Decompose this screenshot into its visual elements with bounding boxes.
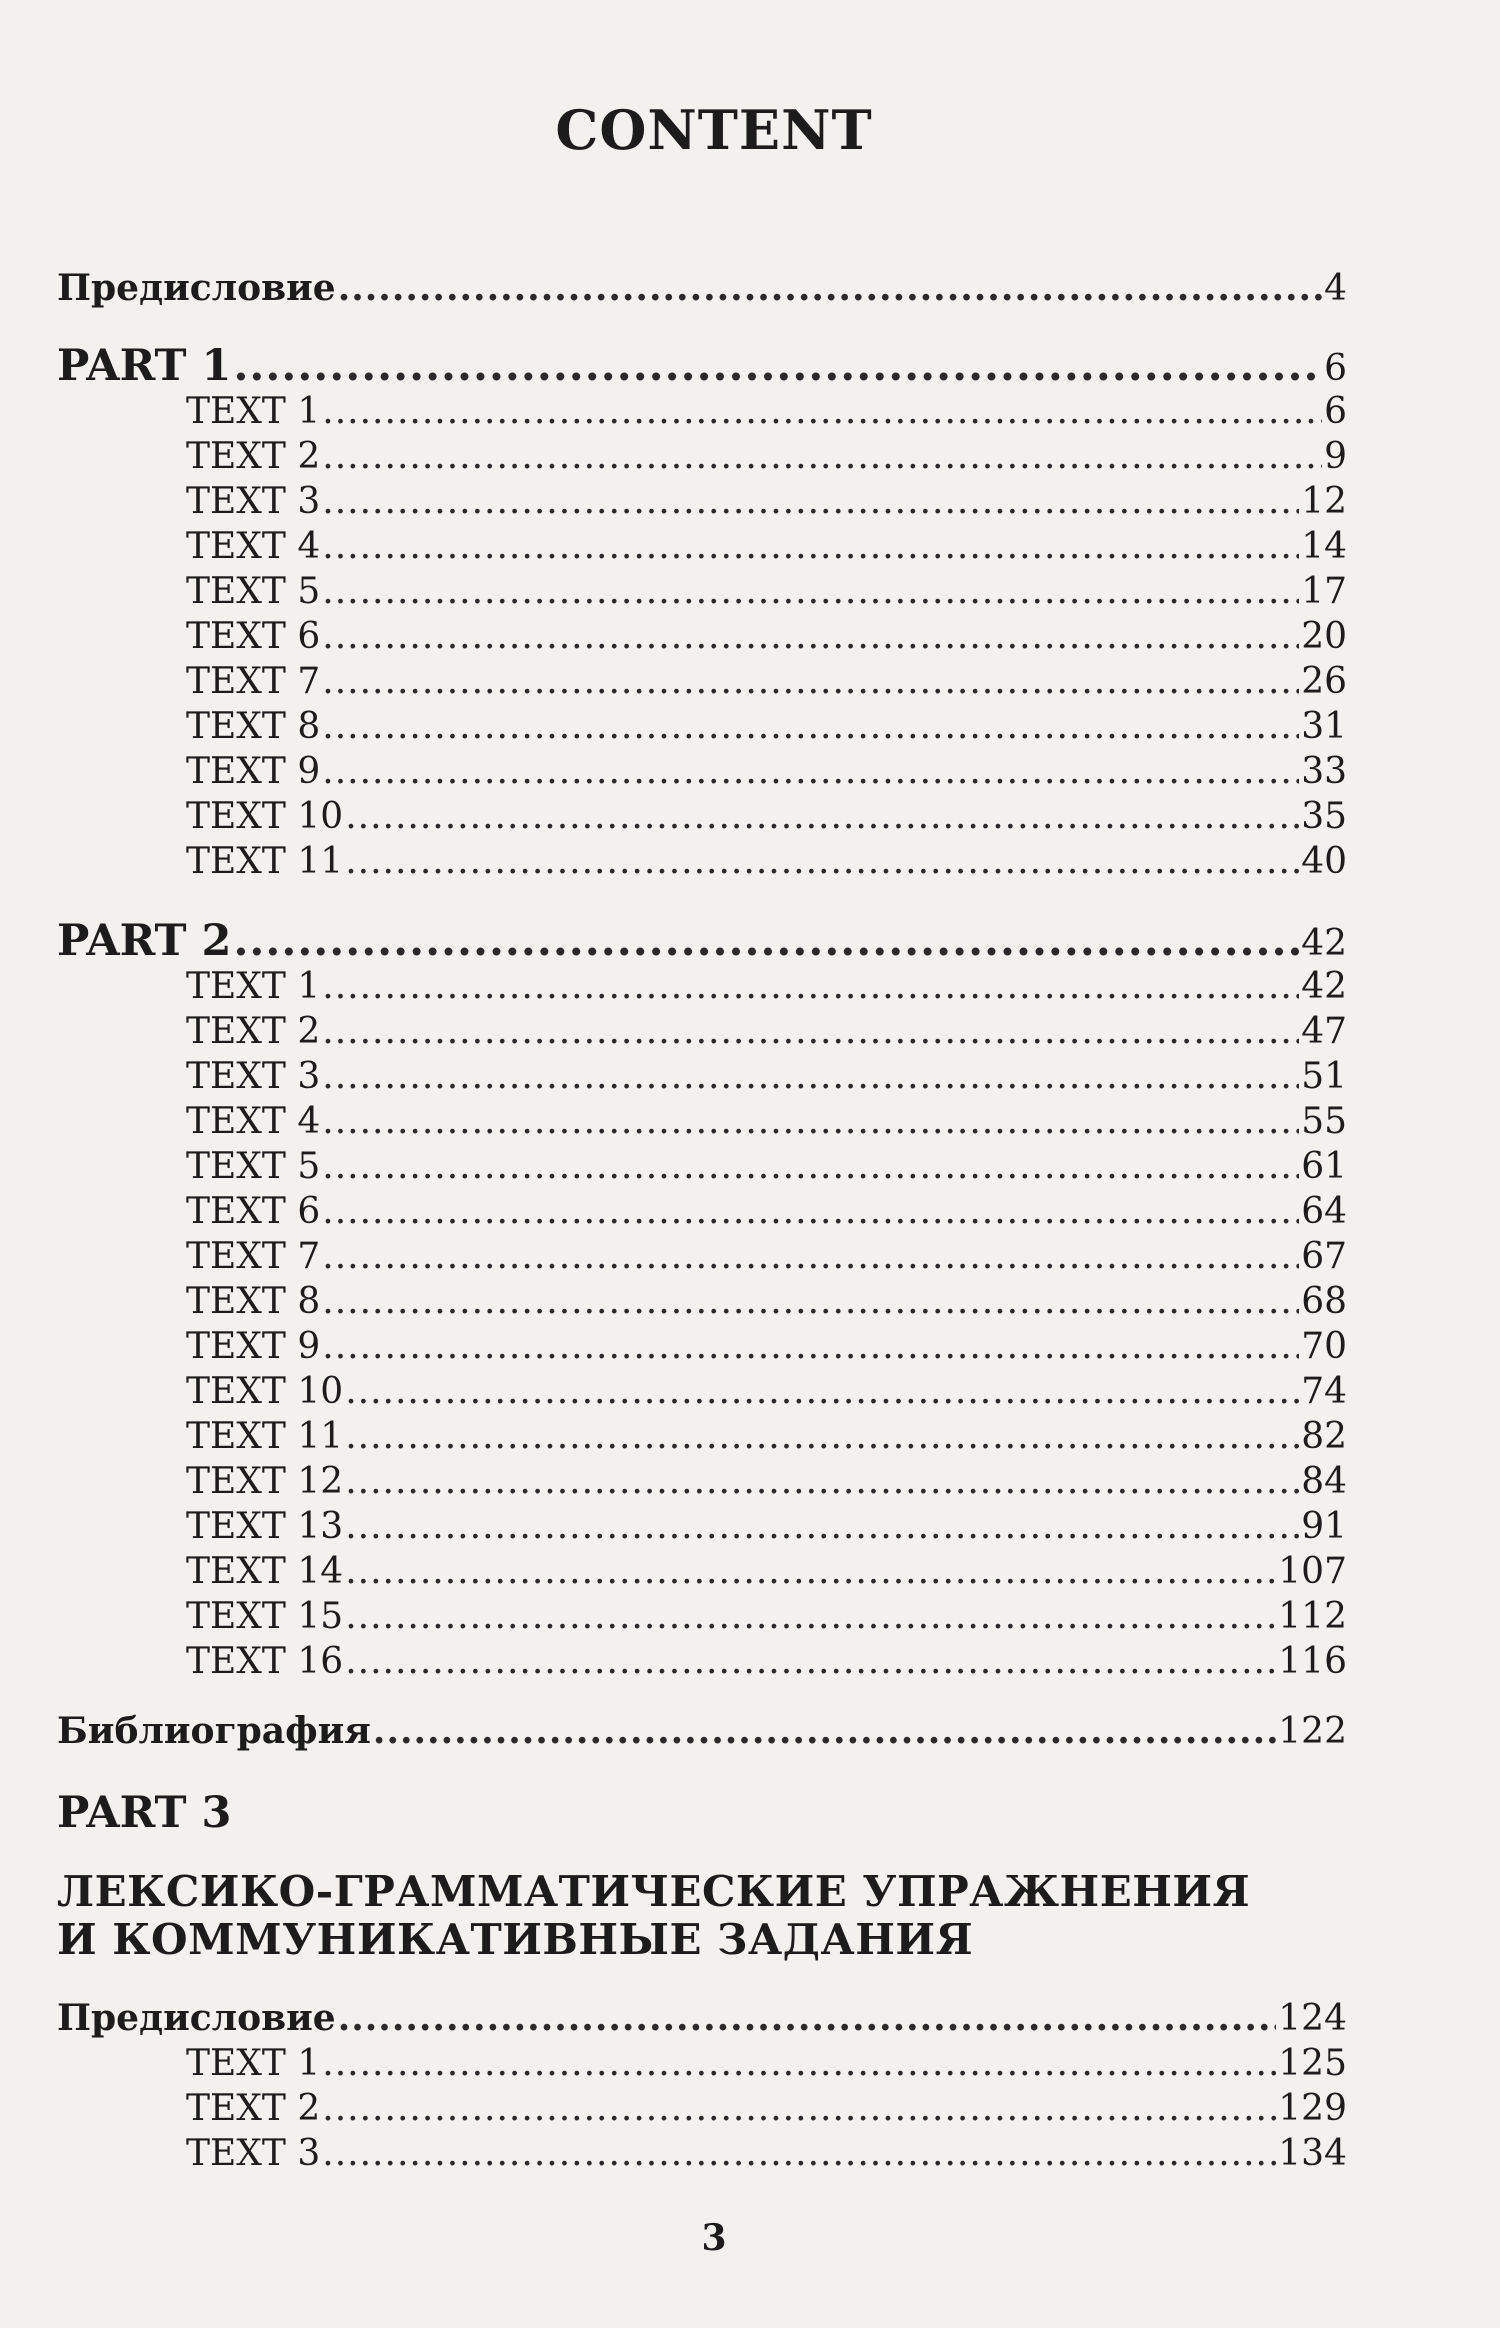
toc-entry [186, 1190, 1347, 1234]
toc-entry [186, 1595, 1347, 1639]
toc-entry-page: 84 [1301, 1461, 1347, 1502]
toc-entry-page: 47 [1301, 1011, 1347, 1052]
toc-entry-label: TEXT 16 [186, 1641, 344, 1682]
toc-entry-label: TEXT 3 [186, 1056, 321, 1097]
toc-entry [186, 1055, 1347, 1099]
toc-entry-page: 40 [1301, 841, 1347, 882]
toc-entry-label: TEXT 13 [186, 1506, 344, 1547]
toc-entry-label: TEXT 9 [186, 1326, 321, 1367]
toc-entry-label: TEXT 7 [186, 1236, 321, 1277]
dot-leader [322, 435, 1322, 479]
toc-entry-page: 26 [1301, 661, 1347, 702]
dot-leader [373, 1709, 1276, 1753]
toc-entry-label: TEXT 2 [186, 436, 321, 477]
dot-leader [322, 2132, 1276, 2176]
toc-entry [186, 2132, 1347, 2176]
toc-entry-page: 68 [1301, 1281, 1347, 1322]
dot-leader [322, 1235, 1299, 1279]
toc-entry-label: TEXT 2 [186, 1011, 321, 1052]
toc-entry-label: Предисловие [57, 267, 336, 309]
toc-entry-page: 82 [1301, 1416, 1347, 1457]
toc-entry-label: TEXT 3 [186, 2133, 321, 2174]
dot-leader [322, 570, 1299, 614]
toc-entry-page: 122 [1278, 1711, 1347, 1752]
toc-entry-page: 91 [1301, 1506, 1347, 1547]
toc-entry [186, 1460, 1347, 1504]
toc-entry-label: TEXT 3 [186, 481, 321, 522]
toc-entry-label: TEXT 7 [186, 661, 321, 702]
toc-entry-page: 42 [1301, 966, 1347, 1007]
toc-entry [186, 750, 1347, 794]
toc-entry [186, 480, 1347, 524]
dot-leader [322, 1190, 1299, 1234]
part3-heading: PART 3 [57, 1788, 232, 1838]
part3-title-line1: ЛЕКСИКО-ГРАММАТИЧЕСКИЕ УПРАЖНЕНИЯ [57, 1867, 1251, 1916]
toc-entry [186, 390, 1347, 434]
toc-entry [186, 1145, 1347, 1189]
dot-leader [322, 390, 1322, 434]
toc-entry-label: TEXT 10 [186, 796, 344, 837]
toc-entry-label: TEXT 2 [186, 2088, 321, 2129]
toc-entry-page: 17 [1301, 571, 1347, 612]
dot-leader [345, 1370, 1299, 1414]
toc-entry [186, 1505, 1347, 1549]
dot-leader [345, 1640, 1276, 1684]
toc-entry-page: 12 [1301, 481, 1347, 522]
toc-entry [186, 2087, 1347, 2131]
toc-entry [186, 1100, 1347, 1144]
toc-entry [186, 1415, 1347, 1459]
toc-entry [186, 705, 1347, 749]
toc-entry-page: 129 [1278, 2088, 1347, 2129]
toc-entry-label: TEXT 10 [186, 1371, 344, 1412]
dot-leader [345, 1415, 1299, 1459]
dot-leader [322, 1145, 1299, 1189]
toc-entry [186, 795, 1347, 839]
toc-entry-page: 125 [1278, 2043, 1347, 2084]
dot-leader [233, 919, 1299, 963]
toc-entry-page: 116 [1278, 1641, 1347, 1682]
dot-leader [345, 1550, 1276, 1594]
toc-entry-label: TEXT 4 [186, 1101, 321, 1142]
dot-leader [322, 660, 1299, 704]
toc-entry-label: TEXT 8 [186, 1281, 321, 1322]
dot-leader [322, 1010, 1299, 1054]
dot-leader [322, 750, 1299, 794]
page-number: 3 [701, 2217, 727, 2259]
toc-entry-label: TEXT 11 [186, 841, 344, 882]
toc-entry-page: 35 [1301, 796, 1347, 837]
toc-entry-page: 9 [1324, 436, 1347, 477]
toc-entry [186, 660, 1347, 704]
toc-entry-label: TEXT 1 [186, 2043, 321, 2084]
toc-entry [57, 1996, 1347, 2041]
dot-leader [322, 965, 1299, 1009]
toc-entry-page: 55 [1301, 1101, 1347, 1142]
toc-entry-label: TEXT 12 [186, 1461, 344, 1502]
toc-entry-page: 14 [1301, 526, 1347, 567]
toc-entry-page: 6 [1324, 391, 1347, 432]
toc-entry-page: 6 [1324, 348, 1347, 389]
toc-entry-page: 31 [1301, 706, 1347, 747]
toc-entry-page: 134 [1278, 2133, 1347, 2174]
toc-entry-label: TEXT 5 [186, 571, 321, 612]
toc-entry-page: 74 [1301, 1371, 1347, 1412]
part3-title-line2: И КОММУНИКАТИВНЫЕ ЗАДАНИЯ [57, 1915, 974, 1964]
dot-leader [338, 266, 1322, 310]
toc-entry-label: TEXT 8 [186, 706, 321, 747]
toc-entry-page: 70 [1301, 1326, 1347, 1367]
toc-entry-label: TEXT 14 [186, 1551, 344, 1592]
toc-entry [57, 916, 1347, 966]
toc-entry-label: TEXT 15 [186, 1596, 344, 1637]
toc-entry [57, 266, 1347, 311]
toc-entry-label: TEXT 9 [186, 751, 321, 792]
toc-entry [186, 615, 1347, 659]
toc-entry [186, 965, 1347, 1009]
dot-leader [322, 525, 1299, 569]
toc-entry-page: 42 [1301, 923, 1347, 964]
dot-leader [338, 1996, 1277, 2040]
toc-entry-page: 107 [1278, 1551, 1347, 1592]
toc-entry-page: 4 [1324, 268, 1347, 309]
toc-entry [186, 525, 1347, 569]
toc-entry-page: 124 [1278, 1998, 1347, 2039]
toc-entry [186, 1280, 1347, 1324]
dot-leader [322, 1280, 1299, 1324]
dot-leader [345, 1505, 1299, 1549]
toc-entry [186, 1550, 1347, 1594]
dot-leader [322, 1325, 1299, 1369]
toc-entry-label: TEXT 1 [186, 391, 321, 432]
toc-entry [186, 570, 1347, 614]
toc-entry [186, 1325, 1347, 1369]
toc-entry-page: 67 [1301, 1236, 1347, 1277]
dot-leader [345, 795, 1299, 839]
toc-entry-label: Библиография [57, 1710, 371, 1752]
toc-entry [57, 341, 1347, 391]
toc-entry-label: TEXT 1 [186, 966, 321, 1007]
toc-entry-label: TEXT 11 [186, 1416, 344, 1457]
toc-entry-page: 64 [1301, 1191, 1347, 1232]
toc-entry [186, 435, 1347, 479]
toc-entry [186, 1370, 1347, 1414]
dot-leader [322, 615, 1299, 659]
toc-entry-label: TEXT 6 [186, 616, 321, 657]
toc-entry [186, 1010, 1347, 1054]
dot-leader [233, 344, 1322, 388]
dot-leader [322, 1055, 1299, 1099]
toc-entry [186, 2042, 1347, 2086]
dot-leader [345, 1595, 1276, 1639]
dot-leader [322, 2087, 1276, 2131]
toc-entry-label: TEXT 5 [186, 1146, 321, 1187]
toc-entry [186, 840, 1347, 884]
dot-leader [322, 2042, 1276, 2086]
toc-entry [57, 1709, 1347, 1754]
toc-entry-label: TEXT 6 [186, 1191, 321, 1232]
toc-entry-label: Предисловие [57, 1997, 336, 2039]
toc-entry-page: 33 [1301, 751, 1347, 792]
toc-entry-label: PART 1 [57, 341, 232, 391]
toc-entry-page: 112 [1278, 1596, 1347, 1637]
toc-entry-label: PART 2 [57, 916, 232, 966]
toc-entry-page: 61 [1301, 1146, 1347, 1187]
dot-leader [322, 1100, 1299, 1144]
page-title: CONTENT [555, 98, 873, 162]
toc-entry-label: TEXT 4 [186, 526, 321, 567]
dot-leader [322, 705, 1299, 749]
dot-leader [322, 480, 1299, 524]
dot-leader [345, 840, 1299, 884]
toc-entry-page: 51 [1301, 1056, 1347, 1097]
dot-leader [345, 1460, 1299, 1504]
toc-entry [186, 1235, 1347, 1279]
toc-entry-page: 20 [1301, 616, 1347, 657]
toc-entry [186, 1640, 1347, 1684]
